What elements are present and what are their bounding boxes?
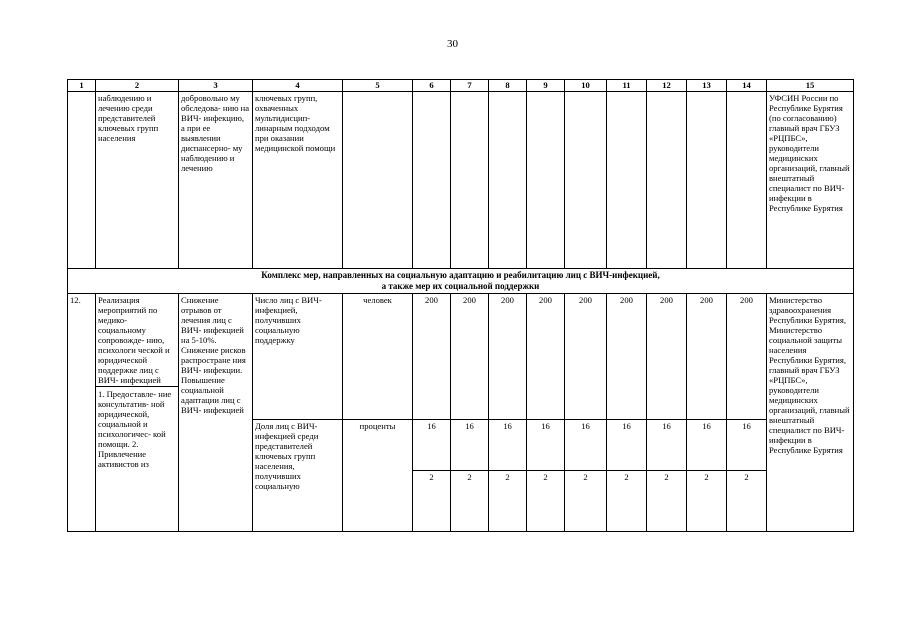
cell-value: 200: [687, 294, 727, 420]
cell-indicator: Число лиц с ВИЧ- инфекцией, получивших социальную поддержку: [253, 294, 343, 420]
cell-value: 200: [607, 294, 647, 420]
cell-value: 16: [489, 420, 527, 471]
cell-value: 2: [565, 471, 607, 532]
cell-value: [451, 92, 489, 269]
cell-measure: наблюдению и лечению среди представителей ключевых групп населения: [96, 92, 179, 269]
column-header: 10: [565, 80, 607, 92]
section-title: [68, 269, 854, 294]
column-header: 9: [527, 80, 565, 92]
cell-value: [527, 92, 565, 269]
column-header: 13: [687, 80, 727, 92]
cell-value: 2: [413, 471, 451, 532]
cell-result: добровольно му обследова- нию на ВИЧ- инфекцию, а при ее выявлении диспансерно- му наблюдению и лечению: [179, 92, 253, 269]
section-title-line-1: Комплекс мер, направленных на социальную адаптацию и реабилитацию лиц с ВИЧ-инфекцией,: [261, 270, 660, 280]
cell-unit: человек: [343, 294, 413, 420]
column-header: 2: [96, 80, 179, 92]
table-header-row: [68, 80, 854, 92]
section-row: [68, 269, 854, 294]
cell-value: [687, 92, 727, 269]
cell-value: 200: [489, 294, 527, 420]
page-number: 30: [447, 38, 458, 50]
cell-responsible: Министерство здравоохранения Республики Бурятия, Министерство социальной защиты населения Республики Бурятия, главный врач ГБУЗ «РЦПБС», руководители медицинских организаций, главный внештатный специалист по ВИЧ-инфекции в Республике Бурятия: [767, 294, 854, 532]
cell-value: 200: [413, 294, 451, 420]
table-row-measure-12: [68, 294, 854, 420]
cell-value: 2: [647, 471, 687, 532]
cell-value: 16: [413, 420, 451, 471]
cell-value: [489, 92, 527, 269]
cell-value: 16: [647, 420, 687, 471]
column-header: 14: [727, 80, 767, 92]
cell-value: 200: [527, 294, 565, 420]
measure-subitems: 1. Предоставле- ние консультатив- ной юридической, социальной и психологичес- кой помощи. 2. Привлечение активистов из: [98, 389, 172, 469]
cell-value: [727, 92, 767, 269]
cell-value: 16: [687, 420, 727, 471]
column-header: 5: [343, 80, 413, 92]
column-header: 12: [647, 80, 687, 92]
cell-indicator: ключевых групп, охваченных мультидисцип- линарным подходом при оказании медицинской помощи: [253, 92, 343, 269]
cell-value: 2: [489, 471, 527, 532]
cell-value: [607, 92, 647, 269]
cell-value: [565, 92, 607, 269]
column-header: 1: [68, 80, 96, 92]
cell-unit: проценты: [343, 420, 413, 532]
cell-indicator: Доля лиц с ВИЧ- инфекцией среди представителей ключевых групп населения, получивших социальную: [253, 420, 343, 532]
cell-value: 2: [687, 471, 727, 532]
measure-title: Реализация мероприятий по медико- социальному сопровожде- нию, психологи ческой и юридической поддержке лиц с ВИЧ- инфекцией: [96, 295, 178, 387]
cell-value: 16: [451, 420, 489, 471]
cell-value: [413, 92, 451, 269]
result-3: Повышение социальной адаптации лиц с ВИЧ- инфекцией: [181, 375, 244, 415]
column-header: 15: [767, 80, 854, 92]
measures-table: [67, 79, 854, 532]
column-header: 3: [179, 80, 253, 92]
cell-value: [647, 92, 687, 269]
cell-result: [179, 294, 253, 532]
cell-value: 200: [647, 294, 687, 420]
column-header: 11: [607, 80, 647, 92]
cell-responsible: УФСИН России по Республике Бурятия (по согласованию) главный врач ГБУЗ «РЦПБС», руководители медицинских организаций, главный внештатный специалист по ВИЧ-инфекции в Республике Бурятия: [767, 92, 854, 269]
cell-value: 2: [451, 471, 489, 532]
cell-value: 16: [565, 420, 607, 471]
cell-value: 200: [727, 294, 767, 420]
table-row-continued: [68, 92, 854, 269]
cell-number: [68, 92, 96, 269]
cell-number: 12.: [68, 294, 96, 532]
result-1: Снижение отрывов от лечения лиц с ВИЧ- инфекцией на 5-10%.: [181, 295, 244, 345]
cell-value: 16: [527, 420, 565, 471]
cell-unit: [343, 92, 413, 269]
column-header: 7: [451, 80, 489, 92]
section-title-line-2: а также мер их социальной поддержки: [381, 280, 540, 291]
column-header: 6: [413, 80, 451, 92]
cell-value: 16: [607, 420, 647, 471]
cell-value: 16: [727, 420, 767, 471]
cell-value: 200: [565, 294, 607, 420]
result-2: Снижение рисков распростране ния ВИЧ- инфекции.: [181, 345, 246, 375]
cell-value: 2: [527, 471, 565, 532]
cell-value: 200: [451, 294, 489, 420]
column-header: 8: [489, 80, 527, 92]
column-header: 4: [253, 80, 343, 92]
cell-measure: [96, 294, 179, 532]
cell-value: 2: [607, 471, 647, 532]
cell-value: 2: [727, 471, 767, 532]
